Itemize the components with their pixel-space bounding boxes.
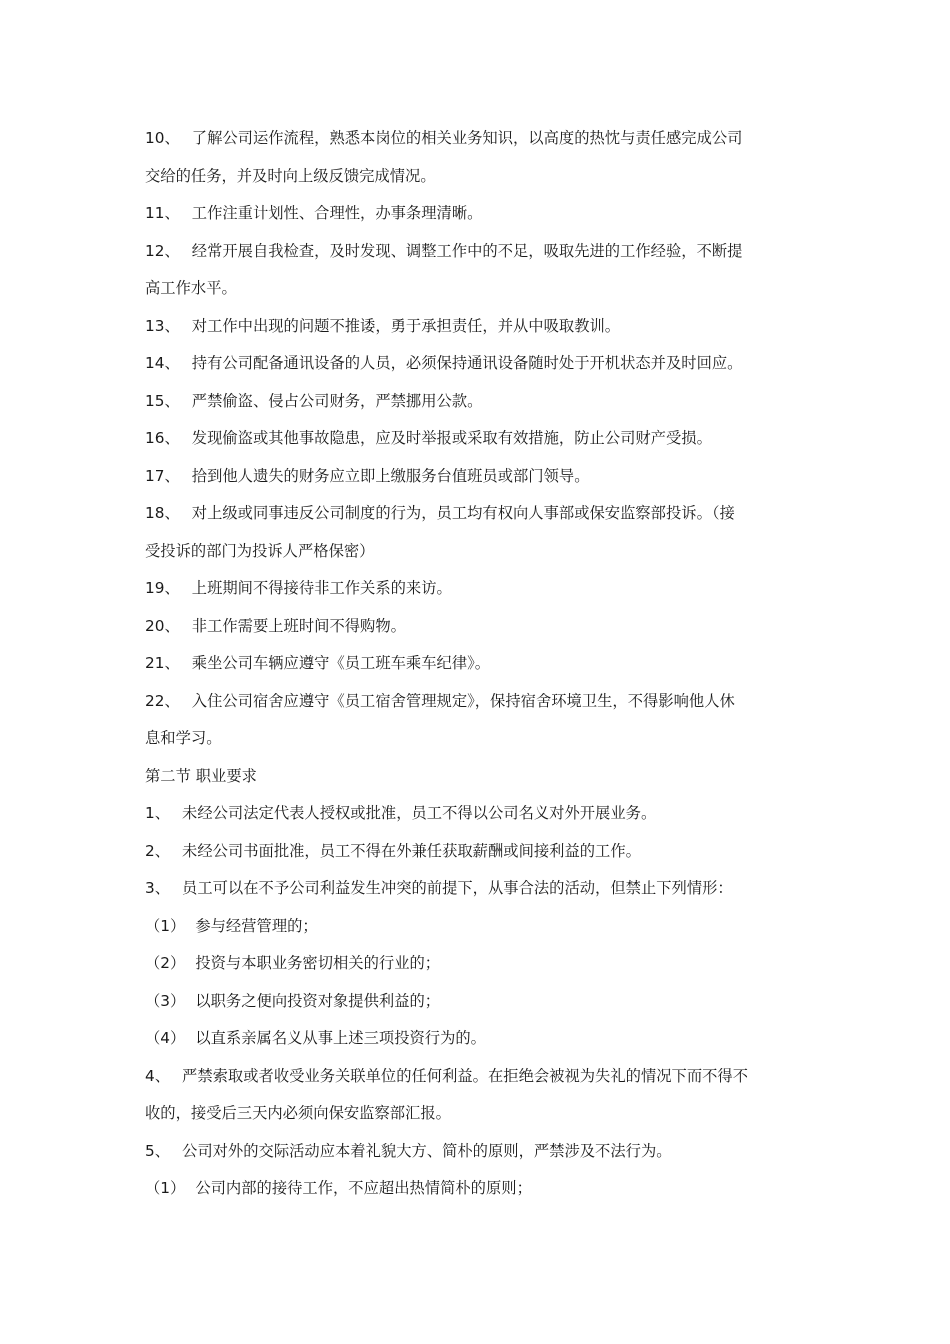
item-text: 公司内部的接待工作，不应超出热情简朴的原则； [195, 1179, 532, 1197]
item-text: 公司对外的交际活动应本着礼貌大方、简朴的原则，严禁涉及不法行为。 [182, 1141, 672, 1160]
list-item [145, 458, 810, 496]
item-text: 持有公司配备通讯设备的人员，必须保持通讯设备随时处于开机状态并及时回应。 [191, 354, 743, 372]
item-number: 14、 [145, 354, 180, 372]
item-number: 18、 [145, 504, 180, 522]
item-text: 对上级或同事违反公司制度的行为，员工均有权向人事部或保安监察部投诉。（接 [191, 504, 735, 522]
list-item [145, 795, 810, 833]
sub-item-number: （3） [145, 991, 186, 1010]
list-item [145, 1133, 810, 1171]
list-item [145, 645, 810, 683]
item-number: 16、 [145, 429, 180, 447]
item-number: 11、 [145, 204, 180, 222]
item-text: 以直系亲属名义从事上述三项投资行为的。 [195, 1029, 486, 1047]
list-item-continuation [145, 270, 810, 308]
list-item [145, 683, 810, 721]
list-item-continuation [145, 533, 810, 571]
item-text: 拾到他人遗失的财务应立即上缴服务台值班员或部门领导。 [191, 466, 590, 485]
list-item [145, 420, 810, 458]
item-text: 交给的任务，并及时向上级反馈完成情况。 [145, 166, 436, 185]
item-text: 息和学习。 [145, 729, 222, 747]
item-text: 入住公司宿舍应遵守《员工宿舍管理规定》，保持宿舍环境卫生，不得影响他人休 [191, 691, 735, 710]
list-item [145, 608, 810, 646]
item-text: 参与经营管理的； [195, 916, 318, 935]
item-text: 了解公司运作流程，熟悉本岗位的相关业务知识，以高度的热忱与责任感完成公司 [191, 129, 743, 147]
sub-list-item [145, 1020, 810, 1058]
list-item-continuation [145, 720, 810, 758]
item-text: 严禁偷盗、侵占公司财务，严禁挪用公款。 [191, 391, 483, 410]
item-text: 严禁索取或者收受业务关联单位的任何利益。在拒绝会被视为失礼的情况下而不得不 [182, 1066, 749, 1085]
item-number: 2、 [145, 841, 171, 860]
item-number: 20、 [145, 616, 180, 635]
sub-item-number: （4） [145, 1029, 186, 1047]
item-number: 3、 [145, 879, 171, 897]
sub-list-item [145, 983, 810, 1021]
item-text: 受投诉的部门为投诉人严格保密） [145, 541, 375, 560]
list-item [145, 383, 810, 421]
item-number: 5、 [145, 1141, 171, 1160]
item-number: 15、 [145, 391, 180, 410]
list-item [145, 833, 810, 871]
item-text: 发现偷盗或其他事故隐患，应及时举报或采取有效措施，防止公司财产受损。 [191, 429, 712, 447]
item-number: 13、 [145, 316, 180, 335]
item-text: 未经公司书面批准，员工不得在外兼任获取薪酬或间接利益的工作。 [182, 841, 641, 860]
item-text: 非工作需要上班时间不得购物。 [191, 616, 406, 635]
item-number: 19、 [145, 579, 180, 597]
item-number: 4、 [145, 1066, 171, 1085]
item-text: 投资与本职业务密切相关的行业的； [195, 954, 441, 972]
list-item [145, 195, 810, 233]
list-item [145, 345, 810, 383]
sub-item-number: （2） [145, 954, 186, 972]
item-number: 22、 [145, 691, 180, 710]
item-number: 10、 [145, 129, 180, 147]
item-number: 12、 [145, 241, 180, 260]
document-body [145, 120, 810, 1208]
item-text: 上班期间不得接待非工作关系的来访。 [191, 579, 452, 597]
list-item-continuation [145, 1095, 810, 1133]
item-number: 1、 [145, 804, 171, 822]
list-item-continuation [145, 158, 810, 196]
list-item [145, 570, 810, 608]
item-text: 未经公司法定代表人授权或批准，员工不得以公司名义对外开展业务。 [182, 804, 657, 822]
list-item [145, 233, 810, 271]
item-text: 高工作水平。 [145, 279, 237, 297]
list-item [145, 308, 810, 346]
item-text: 员工可以在不予公司利益发生冲突的前提下，从事合法的活动，但禁止下列情形： [182, 879, 733, 897]
item-number: 17、 [145, 466, 180, 485]
sub-list-item [145, 1170, 810, 1208]
list-item [145, 495, 810, 533]
sub-list-item [145, 945, 810, 983]
item-text: 以职务之便向投资对象提供利益的； [195, 991, 441, 1010]
item-number: 21、 [145, 654, 180, 672]
section-title: 第二节 职业要求 [145, 766, 257, 785]
list-item [145, 870, 810, 908]
sub-item-number: （1） [145, 1179, 186, 1197]
item-text: 经常开展自我检查，及时发现、调整工作中的不足，吸取先进的工作经验，不断提 [191, 241, 743, 260]
list-item [145, 1058, 810, 1096]
list-item [145, 120, 810, 158]
item-text: 工作注重计划性、合理性，办事条理清晰。 [191, 204, 483, 222]
sub-item-number: （1） [145, 916, 186, 935]
item-text: 收的，接受后三天内必须向保安监察部汇报。 [145, 1104, 451, 1122]
item-text: 对工作中出现的问题不推诿，勇于承担责任，并从中吸取教训。 [191, 316, 621, 335]
sub-list-item [145, 908, 810, 946]
item-text: 乘坐公司车辆应遵守《员工班车乘车纪律》。 [191, 654, 491, 672]
